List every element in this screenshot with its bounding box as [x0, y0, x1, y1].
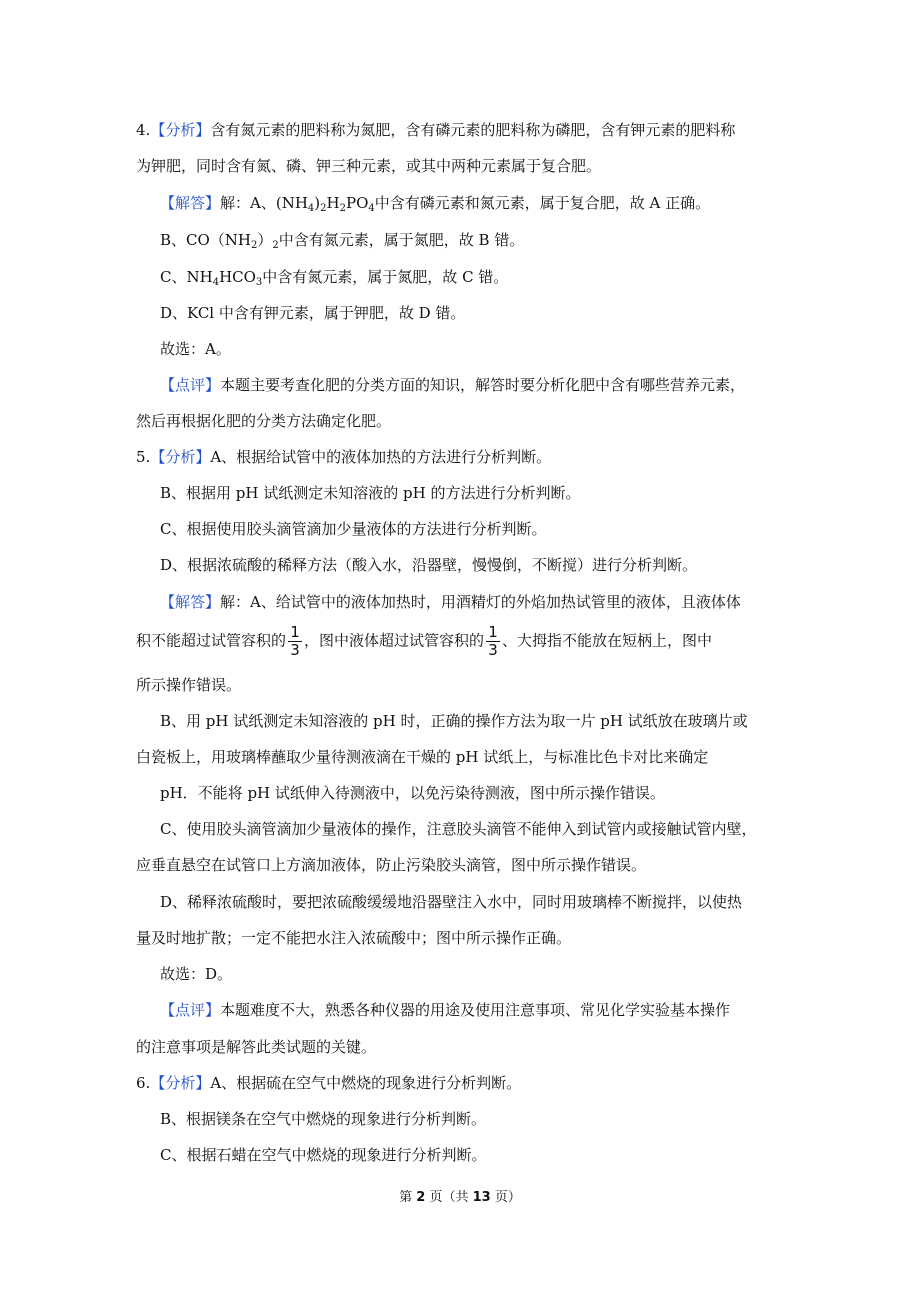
q4-answer-tag: 【解答】 [160, 194, 221, 212]
subscript: 4 [212, 277, 220, 288]
q5-a-text-2: 积不能超过试管容积的 [136, 631, 287, 650]
q4-a-text: PO [346, 194, 369, 212]
q5-answer-a-line-1 [160, 591, 741, 613]
fraction-one-third [486, 624, 500, 659]
q6-analysis-line-b: B、根据镁条在空气中燃烧的现象进行分析判断。 [160, 1110, 487, 1128]
fraction-numerator: 1 [486, 624, 500, 642]
q4-answer-a [160, 192, 710, 214]
q5-answer-b-line-1: B、用 pH 试纸测定未知溶液的 pH 时，正确的操作方法为取一片 pH 试纸放在玻璃片或 [160, 712, 748, 730]
q6-analysis-line-a [136, 1072, 521, 1094]
q4-choice: 故选：A。 [160, 340, 231, 358]
q4-answer-b [160, 229, 524, 251]
q6-analysis-tag: 【分析】 [150, 1074, 211, 1092]
q6-analysis-line-c: C、根据石蜡在空气中燃烧的现象进行分析判断。 [160, 1146, 487, 1164]
q4-comment-line-1 [160, 374, 745, 396]
q5-answer-b-line-3: pH．不能将 pH 试纸伸入待测液中，以免污染待测液，图中所示操作错误。 [160, 784, 665, 802]
q4-c-text: C、NH [160, 268, 213, 286]
q4-b-text: B、CO（NH [160, 231, 252, 249]
q5-analysis-line-b: B、根据用 pH 试纸测定未知溶液的 pH 的方法进行分析判断。 [160, 484, 581, 502]
subscript: 2 [251, 240, 258, 251]
q5-comment-line-2: 的注意事项是解答此类试题的关键。 [136, 1038, 377, 1056]
fraction-denominator: 3 [290, 641, 300, 659]
q4-a-text: ) [314, 194, 321, 212]
q4-a-text: H [326, 194, 340, 212]
q5-analysis-line-a [136, 446, 551, 468]
q6-number: 6. [136, 1074, 151, 1092]
q5-analysis-tag: 【分析】 [150, 448, 211, 466]
q4-answer-d: D、KCl 中含有钾元素，属于钾肥，故 D 错。 [160, 304, 466, 322]
q4-a-text: 中含有磷元素和氮元素，属于复合肥，故 A 正确。 [374, 194, 711, 212]
q5-choice: 故选：D。 [160, 965, 233, 983]
q5-answer-b-line-2: 白瓷板上，用玻璃棒蘸取少量待测液滴在干燥的 pH 试纸上，与标准比色卡对比来确定 [136, 748, 709, 766]
q4-c-text: 中含有氮元素，属于氮肥，故 C 错。 [262, 268, 509, 286]
fraction-denominator: 3 [488, 641, 498, 659]
page-total: 13 [472, 1190, 491, 1205]
q5-answer-c-line-2: 应垂直悬空在试管口上方滴加液体，防止污染胶头滴管，图中所示操作错误。 [136, 856, 647, 874]
q5-answer-c-line-1: C、使用胶头滴管滴加少量液体的操作，注意胶头滴管不能伸入到试管内或接触试管内壁， [160, 820, 757, 838]
q6-analysis-text-a: A、根据硫在空气中燃烧的现象进行分析判断。 [210, 1074, 522, 1092]
q5-comment-tag: 【点评】 [160, 1001, 221, 1019]
footer-text: 页（共 [425, 1190, 473, 1205]
q5-answer-d-line-2: 量及时地扩散；一定不能把水注入浓硫酸中；图中所示操作正确。 [136, 929, 572, 947]
page-footer [0, 1186, 920, 1205]
subscript: 3 [255, 277, 263, 288]
q5-number: 5. [136, 448, 151, 466]
q5-comment-text-1: 本题难度不大，熟悉各种仪器的用途及使用注意事项、常见化学实验基本操作 [220, 1001, 731, 1019]
subscript: 4 [307, 203, 315, 214]
q5-analysis-line-d: D、根据浓硫酸的稀释方法（酸入水，沿器壁，慢慢倒，不断搅）进行分析判断。 [160, 556, 698, 574]
q4-comment-text-1: 本题主要考查化肥的分类方面的知识，解答时要分析化肥中含有哪些营养元素， [220, 376, 746, 394]
q4-a-text: 解：A、(NH [220, 194, 308, 212]
subscript: 2 [272, 240, 279, 251]
q5-a-text-2: ，图中液体超过试管容积的 [304, 631, 485, 650]
q4-c-text: HCO [219, 268, 256, 286]
q5-analysis-line-c: C、根据使用胶头滴管滴加少量液体的方法进行分析判断。 [160, 520, 547, 538]
footer-text: 页） [490, 1190, 521, 1205]
q5-answer-d-line-1: D、稀释浓硫酸时，要把浓硫酸缓缓地沿器壁注入水中，同时用玻璃棒不断搅拌，以使热 [160, 893, 743, 911]
footer-text: 第 [399, 1190, 417, 1205]
q5-answer-a-line-3: 所示操作错误。 [136, 676, 242, 694]
subscript: 2 [339, 203, 346, 214]
q5-comment-line-1 [160, 999, 730, 1021]
q4-b-text: ） [257, 231, 273, 249]
fraction-numerator: 1 [288, 624, 302, 642]
q4-analysis-tag: 【分析】 [150, 121, 211, 139]
q4-analysis-line-2 [136, 155, 601, 177]
q4-analysis-text-2: 为钾肥，同时含有氮、磷、钾三种元素，或其中两种元素属于复合肥。 [136, 157, 602, 175]
q4-comment-line-2: 然后再根据化肥的分类方法确定化肥。 [136, 412, 392, 430]
q5-a-text-2: 、大拇指不能放在短柄上，图中 [502, 631, 713, 650]
q5-answer-tag: 【解答】 [160, 593, 221, 611]
q4-analysis-line-1 [136, 119, 735, 141]
q5-answer-a-line-2 [136, 624, 712, 659]
q4-comment-tag: 【点评】 [160, 376, 221, 394]
fraction-one-third [288, 624, 302, 659]
subscript: 2 [320, 203, 327, 214]
subscript: 4 [368, 203, 375, 214]
q4-b-text: 中含有氮元素，属于氮肥，故 B 错。 [278, 231, 525, 249]
q4-answer-c [160, 266, 508, 288]
q4-analysis-text-1: 含有氮元素的肥料称为氮肥，含有磷元素的肥料称为磷肥，含有钾元素的肥料称 [210, 121, 736, 139]
page-number: 2 [416, 1190, 426, 1205]
q5-a-text-1: 解：A、给试管中的液体加热时，用酒精灯的外焰加热试管里的液体，且液体体 [220, 593, 741, 611]
q5-analysis-text-a: A、根据给试管中的液体加热的方法进行分析判断。 [210, 448, 552, 466]
q4-number: 4. [136, 121, 151, 139]
